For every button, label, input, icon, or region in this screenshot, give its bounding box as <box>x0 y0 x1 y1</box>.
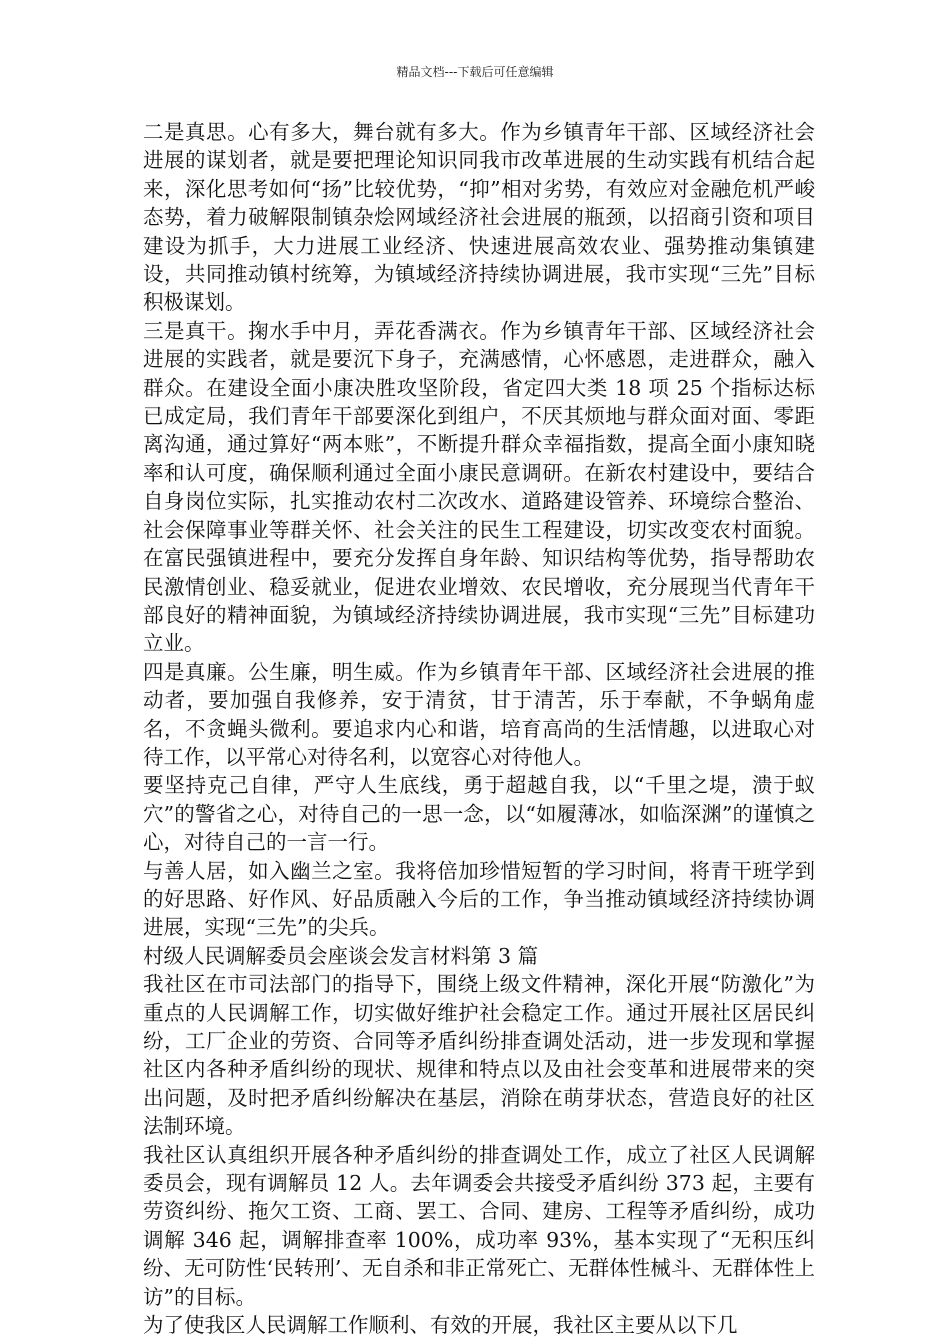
paragraph-community-intro: 我社区在市司法部门的指导下，围绕上级文件精神，深化开展“防激化”为重点的人民调解工作，切实做好维护社会稳定工作。通过开展社区居民纠纷，工厂企业的劳资、合同等矛盾纠纷排查调处活动，进一步发现和掌握社区内各种矛盾纠纷的现状、规律和特点以及由社会变革和进展带来的突出问题，及时把矛盾纠纷解决在基层，消除在萌芽状态，营造良好的社区法制环境。 <box>143 972 815 1139</box>
page-header: 精品文档---下载后可任意编辑 <box>396 65 554 79</box>
paragraph-zhengan: 三是真干。掬水手中月，弄花香满衣。作为乡镇青年干部、区域经济社会进展的实践者，就是要沉下身子，充满感情，心怀感恩，走进群众，融入群众。在建设全面小康决胜攻坚阶段，省定四大类 18 项 25 个指标达标已成定局，我们青年干部要深化到组户，不厌其烦地与群众面对面、零距离沟通，通过算好“两本账”，不断提升群众幸福指数，提高全面小康知晓率和认可度，确保顺利通过全面小康民意调研。在新农村建设中，要结合自身岗位实际，扎实推动农村二次改水、道路建设管养、环境综合整治、社会保障事业等群关怀、社会关注的民生工程建设，切实改变农村面貌。在富民强镇进程中，要充分发挥自身年龄、知识结构等优势，指导帮助农民激情创业、稳妥就业，促进农业增效、农民增收，充分展现当代青年干部良好的精神面貌，为镇域经济持续协调进展，我市实现“三先”目标建功立业。 <box>143 318 815 656</box>
document-body <box>143 118 815 1339</box>
section-title: 村级人民调解委员会座谈会发言材料第 3 篇 <box>143 943 539 968</box>
paragraph-zhensi: 二是真思。心有多大，舞台就有多大。作为乡镇青年干部、区域经济社会进展的谋划者，就是要把理论知识同我市改革进展的生动实践有机结合起来，深化思考如何“扬”比较优势，“抑”相对劣势，有效应对金融危机严峻态势，着力破解限制镇杂烩网域经济社会进展的瓶颈，以招商引资和项目建设为抓手，大力进展工业经济、快速进展高效农业、强势推动集镇建设，共同推动镇村统筹，为镇域经济持续协调进展，我市实现“三先”目标积极谋划。 <box>143 120 815 315</box>
paragraph-community-results: 我社区认真组织开展各种矛盾纠纷的排查调处工作，成立了社区人民调解委员会，现有调解员 12 人。去年调委会共接受矛盾纠纷 373 起，主要有劳资纠纷、拖欠工资、工商、罢工、合同、建房、工程等矛盾纠纷，成功调解 346 起，调解排查率 100%，成功率 93%，基本实现了“无积压纠纷、无可防性‘民转刑’、无自杀和非正常死亡、无群体性械斗、无群体性上访”的目标。 <box>143 1142 815 1309</box>
paragraph-self-discipline: 要坚持克己自律，严守人生底线，勇于超越自我，以“千里之堤，溃于蚁穴”的警省之心，对待自己的一思一念，以“如履薄冰，如临深渊”的谨慎之心，对待自己的一言一行。 <box>143 773 815 855</box>
paragraph-conclusion: 与善人居，如入幽兰之室。我将倍加珍惜短暂的学习时间，将青干班学到的好思路、好作风、好品质融入今后的工作，争当推动镇域经济持续协调进展，实现“三先”的尖兵。 <box>143 858 815 940</box>
paragraph-zhenlian: 四是真廉。公生廉，明生威。作为乡镇青年干部、区域经济社会进展的推动者，要加强自我修养，安于清贫，甘于清苦，乐于奉献，不争蜗角虚名，不贪蝇头微利。要追求内心和谐，培育高尚的生活情趣，以进取心对待工作，以平常心对待名利，以宽容心对待他人。 <box>143 659 815 769</box>
paragraph-community-methods: 为了使我区人民调解工作顺利、有效的开展，我社区主要从以下几 <box>143 1313 738 1338</box>
